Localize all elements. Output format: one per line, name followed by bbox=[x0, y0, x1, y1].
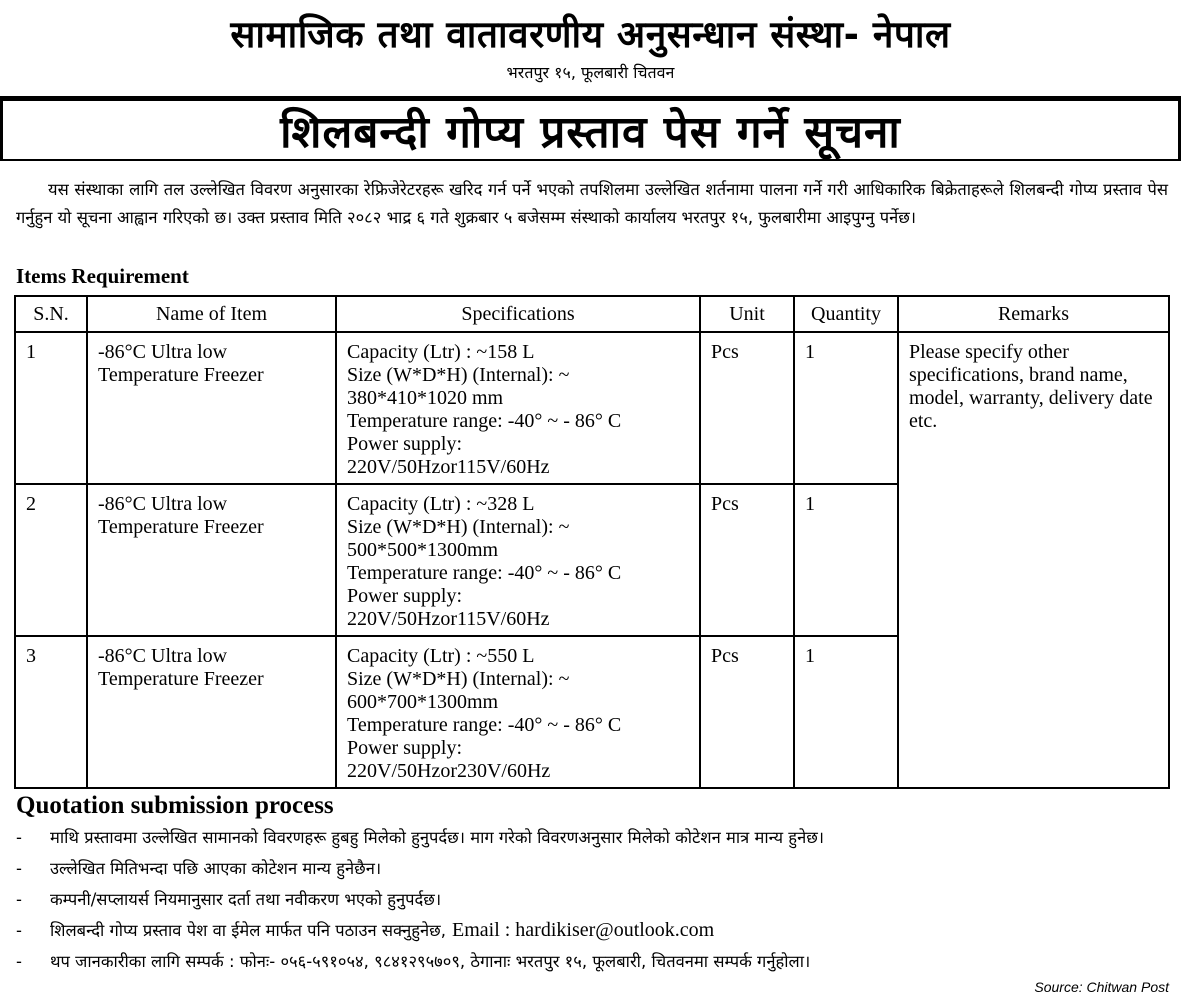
spec-line: Temperature range: -40° ~ - 86° C bbox=[347, 562, 622, 584]
spec-line: Size (W*D*H) (Internal): ~ bbox=[347, 364, 570, 386]
list-item bbox=[16, 946, 1176, 977]
spec-line: 220V/50Hzor115V/60Hz bbox=[347, 456, 550, 478]
list-item bbox=[16, 915, 1176, 946]
row-item-name: -86°C Ultra low Temperature Freezer bbox=[87, 636, 336, 788]
table-row bbox=[15, 332, 1169, 484]
spec-line: Temperature range: -40° ~ - 86° C bbox=[347, 714, 622, 736]
list-item bbox=[16, 822, 1176, 853]
row-quantity: 1 bbox=[794, 332, 898, 484]
spec-line: Power supply: bbox=[347, 433, 462, 455]
row-unit: Pcs bbox=[700, 636, 794, 788]
list-item bbox=[16, 884, 1176, 915]
notice-title: शिलबन्दी गोप्य प्रस्ताव पेस गर्ने सूचना bbox=[3, 101, 1178, 159]
spec-line: 220V/50Hzor115V/60Hz bbox=[347, 608, 550, 630]
step-text: उल्लेखित मितिभन्दा पछि आएका कोटेशन मान्य हुनेछैन। bbox=[50, 859, 382, 878]
dash-bullet: - bbox=[16, 890, 22, 909]
dash-bullet: - bbox=[16, 828, 22, 847]
row-quantity: 1 bbox=[794, 636, 898, 788]
remarks-cell: Please specify other specifications, brand name, model, warranty, delivery date etc. bbox=[898, 332, 1169, 788]
header-unit: Unit bbox=[700, 296, 794, 332]
spec-line: Size (W*D*H) (Internal): ~ bbox=[347, 668, 570, 690]
quotation-steps-list bbox=[16, 822, 1176, 977]
spec-line: 220V/50Hzor230V/60Hz bbox=[347, 760, 551, 782]
spec-line: Capacity (Ltr) : ~328 L bbox=[347, 493, 535, 515]
dash-bullet: - bbox=[16, 859, 22, 878]
organization-address: भरतपुर १५, फूलबारी चितवन bbox=[506, 63, 675, 82]
row-specifications bbox=[336, 636, 700, 788]
row-item-name: -86°C Ultra low Temperature Freezer bbox=[87, 484, 336, 636]
row-unit: Pcs bbox=[700, 332, 794, 484]
table-header-row bbox=[15, 296, 1169, 332]
organization-name: सामाजिक तथा वातावरणीय अनुसन्धान संस्था- नेपाल bbox=[230, 13, 951, 56]
row-sn: 2 bbox=[15, 484, 87, 636]
intro-paragraph: यस संस्थाका लागि तल उल्लेखित विवरण अनुसारका रेफ्रिजेरेटरहरू खरिद गर्न पर्ने भएको तपशिलमा उल्लेखित शर्तनामा पालना गर्ने गरी आधिकारिक बिक्रेताहरूले शिलबन्दी गोप्य प्रस्ताव पेस गर्नुहुन यो सूचना आह्वान गरिएको छ। उक्त प्रस्ताव मिति २०८२ भाद्र ६ गते शुक्रबार ५ बजेसम्म संस्थाको कार्यालय भरतपुर १५, फुलबारीमा आइपुग्नु पर्नेछ। bbox=[16, 180, 1168, 227]
header-quantity: Quantity bbox=[794, 296, 898, 332]
items-requirement-heading: Items Requirement bbox=[16, 264, 189, 288]
spec-line: 600*700*1300mm bbox=[347, 691, 499, 713]
dash-bullet: - bbox=[16, 952, 22, 971]
contact-email: Email : hardikiser@outlook.com bbox=[451, 919, 715, 941]
row-unit: Pcs bbox=[700, 484, 794, 636]
row-sn: 3 bbox=[15, 636, 87, 788]
step-text: शिलबन्दी गोप्य प्रस्ताव पेश वा ईमेल मार्फत पनि पठाउन सक्नुहुनेछ, bbox=[50, 921, 446, 940]
row-sn: 1 bbox=[15, 332, 87, 484]
row-item-name: -86°C Ultra low Temperature Freezer bbox=[87, 332, 336, 484]
header-name: Name of Item bbox=[87, 296, 336, 332]
header-sn: S.N. bbox=[15, 296, 87, 332]
spec-line: Power supply: bbox=[347, 585, 462, 607]
header-specifications: Specifications bbox=[336, 296, 700, 332]
row-specifications bbox=[336, 484, 700, 636]
list-item bbox=[16, 853, 1176, 884]
spec-line: Capacity (Ltr) : ~550 L bbox=[347, 645, 535, 667]
notice-header bbox=[0, 0, 1181, 92]
step-text: कम्पनी/सप्लायर्स नियमानुसार दर्ता तथा नवीकरण भएको हुनुपर्दछ। bbox=[50, 890, 442, 909]
step-text: थप जानकारीका लागि सम्पर्क : फोनः- ०५६-५९१०५४, ९८४१२९५७०९, ठेगानाः भरतपुर १५, फूलबारी, चितवनमा सम्पर्क गर्नुहोला। bbox=[50, 952, 811, 971]
quotation-process-heading: Quotation submission process bbox=[16, 792, 334, 819]
notice-banner bbox=[0, 96, 1181, 161]
spec-line: Power supply: bbox=[347, 737, 462, 759]
spec-line: 500*500*1300mm bbox=[347, 539, 499, 561]
spec-line: 380*410*1020 mm bbox=[347, 387, 504, 409]
step-text: माथि प्रस्तावमा उल्लेखित सामानको विवरणहरू हुबहु मिलेको हुनुपर्दछ। माग गरेको विवरणअनुसार मिलेको कोटेशन मात्र मान्य हुनेछ। bbox=[50, 828, 825, 847]
items-table bbox=[14, 295, 1170, 789]
row-quantity: 1 bbox=[794, 484, 898, 636]
source-credit: Source: Chitwan Post bbox=[1034, 979, 1169, 995]
dash-bullet: - bbox=[16, 921, 22, 940]
row-specifications bbox=[336, 332, 700, 484]
spec-line: Temperature range: -40° ~ - 86° C bbox=[347, 410, 622, 432]
header-remarks: Remarks bbox=[898, 296, 1169, 332]
spec-line: Capacity (Ltr) : ~158 L bbox=[347, 341, 535, 363]
spec-line: Size (W*D*H) (Internal): ~ bbox=[347, 516, 570, 538]
